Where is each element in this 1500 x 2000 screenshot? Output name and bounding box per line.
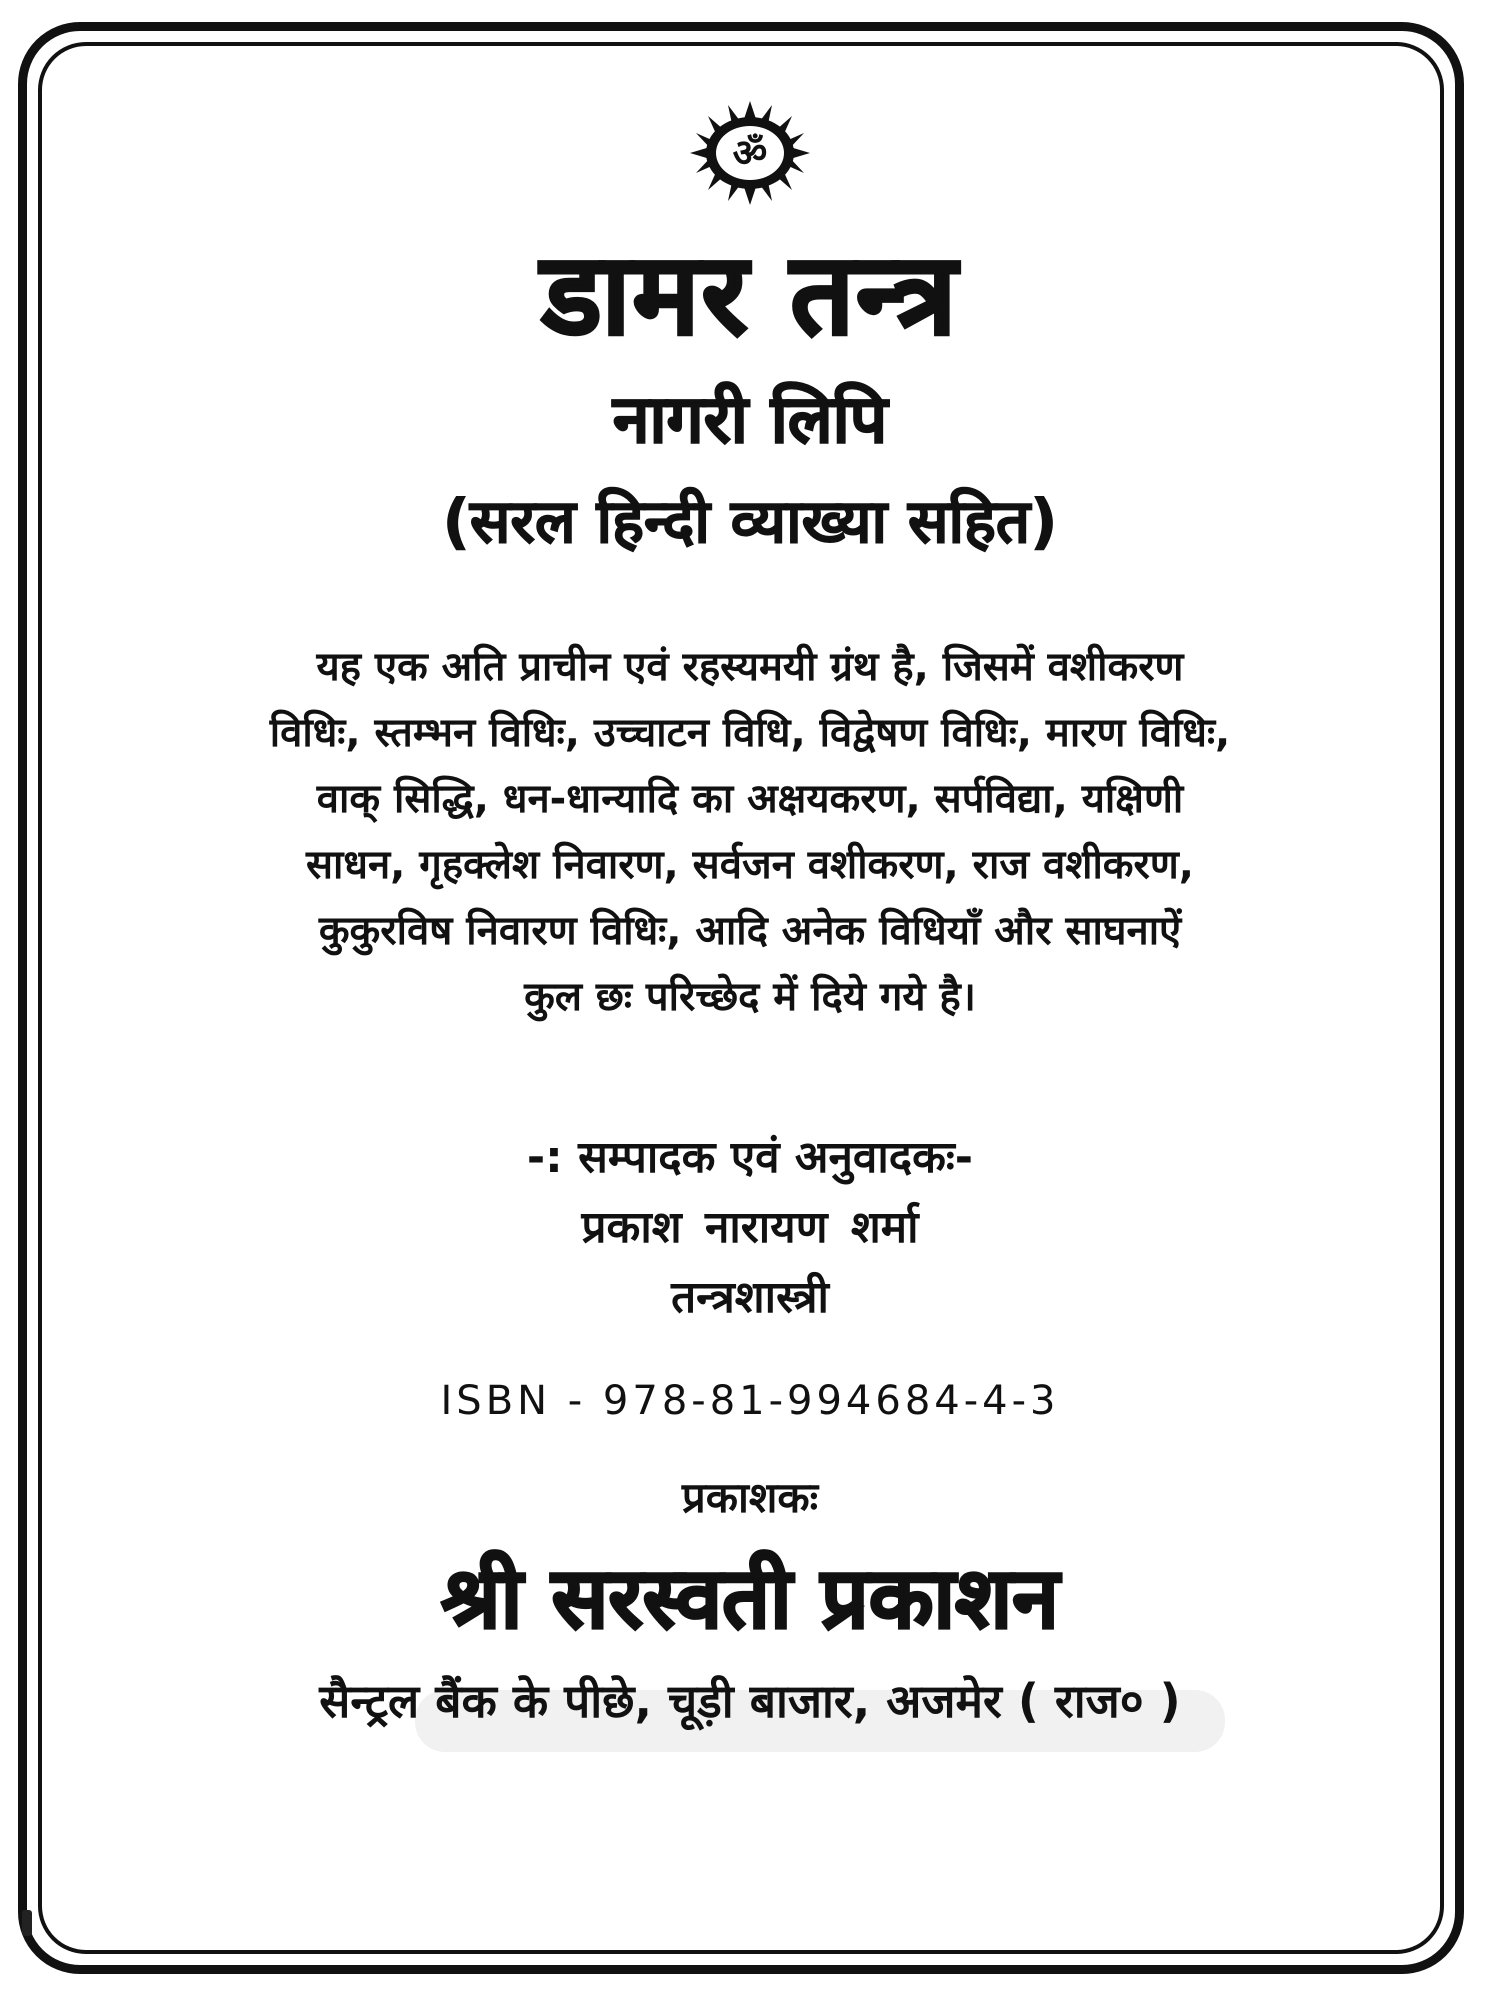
description-line: कुल छः परिच्छेद में दिये गये है। [524, 974, 976, 1020]
description-line: साधन, गृहक्लेश निवारण, सर्वजन वशीकरण, राज वशीकरण, [305, 842, 1194, 888]
description-line: वाक् सिद्धि, धन-धान्यादि का अक्षयकरण, सर्पविद्या, यक्षिणी [316, 776, 1184, 822]
isbn-number: ISBN - 978-81-994684-4-3 [440, 1378, 1060, 1424]
book-subtitle-commentary: (सरल हिन्दी व्याख्या सहित) [442, 487, 1058, 557]
editor-name: प्रकाश नारायण शर्मा [581, 1202, 919, 1253]
description-line: कुकुरविष निवारण विधिः, आदि अनेक विधियाँ और साघनाऐं [318, 908, 1182, 954]
edge-mark [22, 1910, 32, 1936]
book-title: डामर तन्त्र [541, 230, 959, 360]
publisher-label: प्रकाशकः [681, 1473, 819, 1522]
om-emblem [40, 98, 1460, 208]
book-subtitle: नागरी लिपि [612, 381, 888, 458]
om-glyph: ॐ [732, 131, 768, 175]
editor-title: तन्त्रशास्त्री [671, 1272, 829, 1323]
publisher-name: श्री सरस्वती प्रकाशन [441, 1549, 1059, 1647]
om-sun-icon [685, 98, 815, 208]
description-line: विधिः, स्तम्भन विधिः, उच्चाटन विधि, विद्वेषण विधिः, मारण विधिः, [269, 710, 1231, 756]
publisher-address: सैन्ट्रल बैंक के पीछे, चूड़ी बाजार, अजमेर ( राज० ) [319, 1674, 1181, 1728]
editor-label: -: सम्पादक एवं अनुवादकः- [526, 1132, 974, 1183]
book-description [40, 634, 1460, 1030]
description-line: यह एक अति प्राचीन एवं रहस्यमयी ग्रंथ है, जिसमें वशीकरण [316, 644, 1184, 690]
